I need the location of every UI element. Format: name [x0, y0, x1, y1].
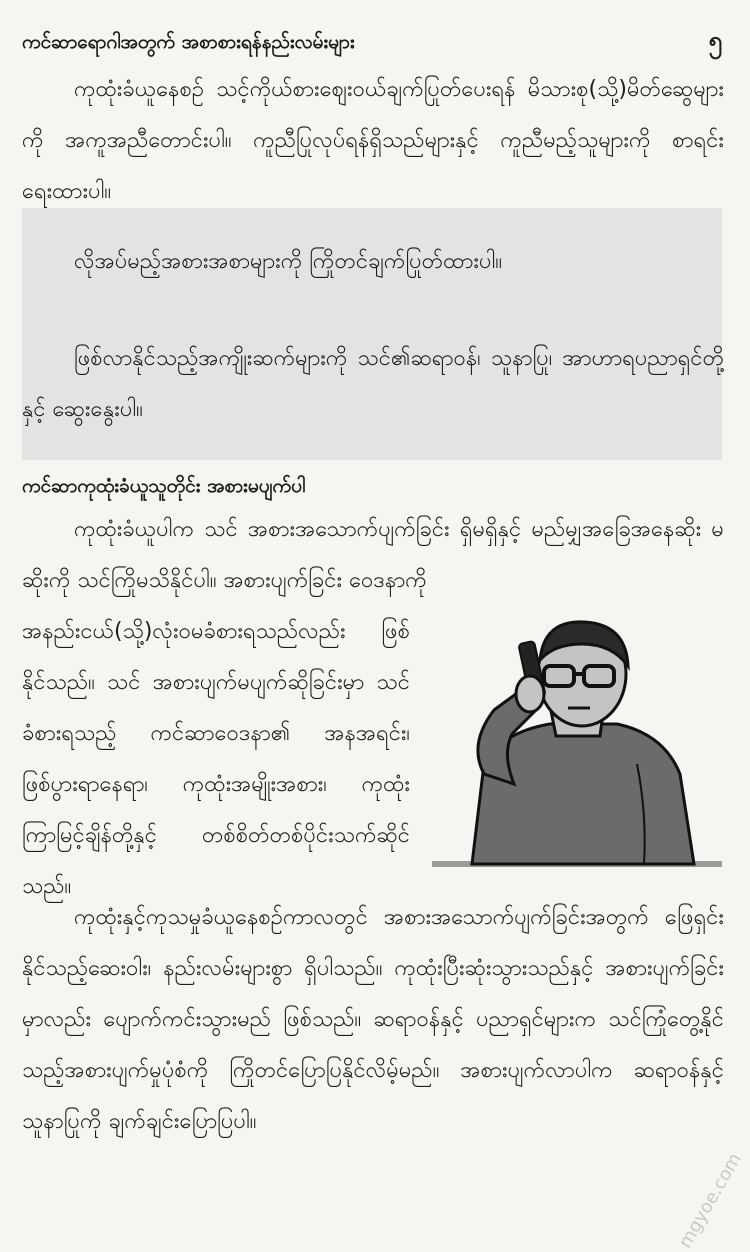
paragraph-treatment-solutions: ကုထုံးနှင့်ကုသမှုခံယူနေစဉ်ကာလတွင် အစားအသောက်ပျက်ခြင်းအတွက် ဖြေရှင်းနိုင်သည့်ဆေးဝါး၊ နည်းလမ်းများစွာ ရှိပါသည်။ ကုထုံးပြီးဆုံးသွားသည်နှင့် အစားပျက်ခြင်း မှာလည်း ပျောက်ကင်းသွားမည် ဖြစ်သည်။ ဆရာဝန်နှင့် ပညာရှင်များက သင်ကြုံတွေ့နိုင်သည့်အစားပျက်မှုပုံစံကို ကြိုတင်ပြောပြနိုင်လိမ့်မည်။ အစားပျက်လာပါက ဆရာဝန်နှင့် သူနာပြုကို ချက်ချင်းပြောပြပါ။ [22, 905, 724, 1134]
running-header [22, 24, 722, 60]
watermark: mgyoe.com [674, 1149, 746, 1252]
paragraph-appetite-wrap: အနည်းငယ်(သို့)လုံးဝမခံစားရသည်လည်း ဖြစ်နိုင်သည်။ သင် အစားပျက်မပျက်ဆိုခြင်းမှာ သင်ခံစားရသည့် ကင်ဆာဝေဒနာ၏ အနအရင်း၊ ဖြစ်ပွားရာနေရာ၊ ကုထုံးအမျိုးအစား၊ ကုထုံးကြာမြင့်ချိန်တို့နှင့် တစ်စိတ်တစ်ပိုင်းသက်ဆိုင်သည်။ [22, 619, 410, 899]
hand-shape [516, 676, 544, 712]
section-heading: ကင်ဆာကုထုံးခံယူသူတိုင်း အစားမပျက်ပါ [22, 475, 306, 497]
paragraph-discuss-side-effects: ဖြစ်လာနိုင်သည့်အကျိုးဆက်များကို သင်၏ဆရာဝန်၊ သူနာပြု၊ အာဟာရပညာရှင်တို့နှင့် ဆွေးနွေးပါ။ [22, 346, 724, 422]
paragraph-help-request: ကုထုံးခံယူနေစဉ် သင့်ကိုယ်စားဈေးဝယ်ချက်ပြုတ်ပေးရန် မိသားစု(သို့)မိတ်ဆွေများကို အကူအညီတောင်းပါ။ ကူညီပြုလုပ်ရန်ရှိသည်များနှင့် ကူညီမည့်သူများကို စာရင်းရေးထားပါ။ [22, 77, 724, 204]
running-title: ကင်ဆာရောဂါအတွက် အစာစားရန်နည်းလမ်းများ [22, 31, 355, 53]
paragraph-prepare-food: လိုအပ်မည့်အစားအစာများကို ကြိုတင်ချက်ပြုတ်ထားပါ။ [74, 249, 503, 274]
page-number: ၅ [708, 26, 722, 54]
paragraph-appetite-intro: ကုထုံးခံယူပါက သင် အစားအသောက်ပျက်ခြင်း ရှိမရှိနှင့် မည်မျှအခြေအနေဆိုး မဆိုးကို သင်ကြိုမသိနိုင်ပါ။ အစားပျက်ခြင်း ဝေဒနာကို [22, 517, 724, 593]
man-on-phone-icon [432, 614, 722, 876]
man-on-phone-illustration [432, 614, 722, 876]
